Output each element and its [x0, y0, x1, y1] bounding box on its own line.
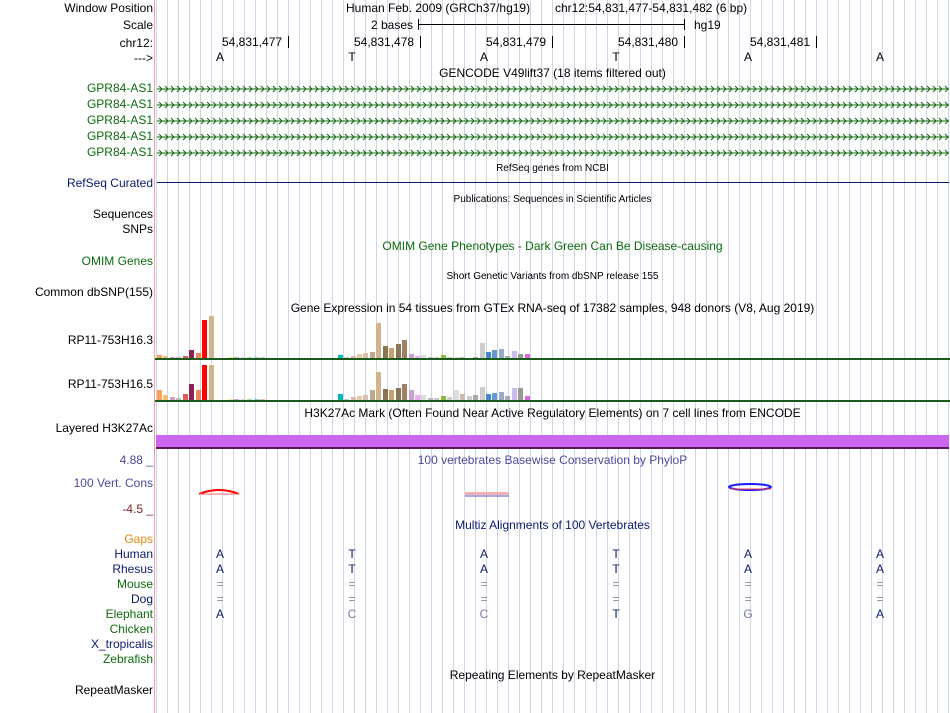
gtex-bar[interactable] — [376, 323, 381, 358]
h3k27ac-title: H3K27Ac Mark (Often Found Near Active Regulatory Elements) on 7 cell lines from ENCODE — [304, 406, 801, 420]
gtex-bar[interactable] — [480, 387, 485, 400]
label-divider — [154, 0, 155, 713]
gencode-gene-model[interactable] — [157, 131, 949, 141]
multiz-base: = — [612, 592, 620, 606]
gtex-bar[interactable] — [383, 346, 388, 358]
scale-bar — [418, 24, 684, 25]
chrom-tick — [288, 36, 289, 48]
multiz-species-label[interactable]: X_tropicalis — [90, 637, 153, 651]
window-position-label: Window Position — [64, 1, 153, 15]
multiz-base: = — [744, 592, 752, 606]
chrom-tick — [816, 36, 817, 48]
multiz-title: Multiz Alignments of 100 Vertebrates — [455, 518, 650, 532]
chrom-tick-label: 54,831,481 — [750, 35, 811, 49]
phylop-title: 100 vertebrates Basewise Conservation by PhyloP — [417, 453, 688, 467]
multiz-base: A — [875, 562, 884, 576]
chrom-tick-label: 54,831,477 — [222, 35, 283, 49]
gtex-bar[interactable] — [492, 393, 497, 400]
chrom-tick-label: 54,831,479 — [486, 35, 547, 49]
multiz-base: = — [216, 592, 224, 606]
gtex-bar[interactable] — [396, 388, 401, 400]
gtex-bar[interactable] — [492, 350, 497, 358]
multiz-base: G — [743, 607, 753, 621]
gencode-gene-label[interactable]: GPR84-AS1 — [86, 129, 153, 143]
scale-label: Scale — [122, 18, 153, 32]
gaps-label[interactable]: Gaps — [124, 532, 153, 546]
dbsnp-title: Short Genetic Variants from dbSNP release 155 — [446, 271, 659, 282]
repeatmasker-label[interactable]: RepeatMasker — [74, 683, 153, 697]
publications-title: Publications: Sequences in Scientific Articles — [453, 194, 652, 205]
gtex-bar[interactable] — [512, 388, 517, 400]
multiz-base: = — [612, 577, 620, 591]
multiz-base: T — [612, 562, 620, 576]
multiz-species-label[interactable]: Elephant — [105, 607, 153, 621]
h3k27ac-label[interactable]: Layered H3K27Ac — [55, 421, 153, 435]
gencode-gene-label[interactable]: GPR84-AS1 — [86, 145, 153, 159]
repeatmasker-title: Repeating Elements by RepeatMasker — [449, 668, 656, 682]
strand-base: A — [479, 50, 488, 64]
gtex-bar[interactable] — [512, 351, 517, 358]
phylop-signal[interactable] — [155, 478, 950, 502]
multiz-base: A — [743, 547, 752, 561]
dbsnp-label[interactable]: Common dbSNP(155) — [34, 285, 153, 299]
gtex-bar[interactable] — [396, 344, 401, 358]
gtex-bar[interactable] — [499, 349, 504, 358]
multiz-species-label[interactable]: Rhesus — [112, 562, 153, 576]
multiz-species-label[interactable]: Human — [114, 547, 153, 561]
multiz-base: A — [743, 562, 752, 576]
chrom-tick — [552, 36, 553, 48]
multiz-species-label[interactable]: Mouse — [116, 577, 153, 591]
position-range[interactable]: chr12:54,831,477-54,831,482 (6 bp) — [555, 1, 748, 15]
chrom-tick-label: 54,831,478 — [354, 35, 415, 49]
multiz-base: = — [348, 577, 356, 591]
multiz-base: = — [480, 577, 488, 591]
gtex-bar[interactable] — [370, 390, 375, 400]
gencode-gene-model[interactable] — [157, 99, 949, 109]
strand-base: T — [612, 50, 620, 64]
multiz-base: T — [348, 562, 356, 576]
multiz-base: C — [347, 607, 357, 621]
gtex-bar[interactable] — [157, 390, 162, 400]
snps-label[interactable]: SNPs — [122, 222, 153, 236]
gtex-bar[interactable] — [209, 365, 214, 400]
multiz-base: A — [479, 547, 488, 561]
gtex-bar[interactable] — [409, 390, 414, 400]
gtex-title: Gene Expression in 54 tissues from GTEx RNA-seq of 17382 samples, 948 donors (V8, Aug 2019) — [290, 301, 815, 315]
gencode-title: GENCODE V49lift37 (18 items filtered out) — [439, 66, 666, 80]
gtex-row-1-label[interactable]: RP11-753H16.3 — [67, 333, 153, 347]
gtex-bar[interactable] — [189, 350, 194, 358]
refseq-gene-line[interactable] — [157, 182, 949, 183]
multiz-base: C — [479, 607, 489, 621]
gtex-bar[interactable] — [189, 384, 194, 400]
strand-base: A — [215, 50, 224, 64]
gtex-bar[interactable] — [480, 343, 485, 358]
multiz-species-label[interactable]: Chicken — [109, 622, 153, 636]
sequences-label[interactable]: Sequences — [92, 207, 153, 221]
gencode-gene-label[interactable]: GPR84-AS1 — [86, 81, 153, 95]
gtex-bar[interactable] — [454, 390, 459, 400]
gencode-gene-label[interactable]: GPR84-AS1 — [86, 113, 153, 127]
multiz-base: = — [744, 577, 752, 591]
gtex-bar[interactable] — [202, 320, 207, 358]
multiz-species-label[interactable]: Dog — [130, 592, 153, 606]
gtex-bar[interactable] — [518, 388, 523, 400]
multiz-base: A — [215, 562, 224, 576]
strand-base: T — [348, 50, 356, 64]
gtex-bar[interactable] — [389, 390, 394, 400]
gtex-row-2-baseline — [155, 400, 950, 402]
phylop-max-label: 4.88 _ — [119, 453, 153, 467]
multiz-base: = — [348, 592, 356, 606]
gtex-bar[interactable] — [402, 340, 407, 358]
gencode-gene-model[interactable] — [157, 147, 949, 157]
gtex-bar[interactable] — [402, 384, 407, 400]
multiz-base: T — [612, 547, 620, 561]
refseq-label[interactable]: RefSeq Curated — [66, 176, 153, 190]
multiz-species-label[interactable]: Zebrafish — [102, 652, 153, 666]
multiz-base: = — [480, 592, 488, 606]
chrom-label: chr12: — [119, 36, 153, 50]
scale-text: 2 bases — [371, 18, 414, 32]
chrom-tick — [420, 36, 421, 48]
multiz-base: T — [612, 607, 620, 621]
multiz-base: A — [215, 547, 224, 561]
gtex-bar[interactable] — [202, 365, 207, 400]
h3k27ac-signal[interactable] — [156, 435, 949, 447]
omim-title: OMIM Gene Phenotypes - Dark Green Can Be Disease-causing — [382, 239, 723, 253]
scale-bar-right — [684, 19, 685, 30]
gtex-bar[interactable] — [389, 348, 394, 358]
gtex-row-1-baseline — [155, 358, 950, 360]
strand-base: A — [875, 50, 884, 64]
multiz-base: A — [875, 547, 884, 561]
scale-db: hg19 — [694, 18, 721, 32]
gencode-gene-model[interactable] — [157, 83, 949, 93]
multiz-base: = — [876, 592, 884, 606]
multiz-base: A — [479, 562, 488, 576]
gtex-bar[interactable] — [499, 392, 504, 400]
gtex-bar[interactable] — [376, 372, 381, 400]
gtex-bar[interactable] — [196, 390, 201, 400]
gtex-row-2-label[interactable]: RP11-753H16.5 — [67, 377, 153, 391]
assembly-text: Human Feb. 2009 (GRCh37/hg19) — [346, 1, 531, 15]
multiz-base: = — [216, 577, 224, 591]
omim-label[interactable]: OMIM Genes — [81, 254, 153, 268]
phylop-min-label: -4.5 _ — [122, 502, 153, 516]
multiz-base: = — [876, 577, 884, 591]
gencode-gene-model[interactable] — [157, 115, 949, 125]
gtex-bar[interactable] — [383, 389, 388, 400]
chrom-tick — [684, 36, 685, 48]
strand-label: ---> — [134, 51, 153, 65]
gencode-gene-label[interactable]: GPR84-AS1 — [86, 97, 153, 111]
phylop-label[interactable]: 100 Vert. Cons — [73, 476, 153, 490]
multiz-base: T — [348, 547, 356, 561]
gtex-bar[interactable] — [209, 316, 214, 358]
multiz-base: A — [215, 607, 224, 621]
multiz-base: A — [875, 607, 884, 621]
h3k27ac-baseline — [156, 447, 949, 449]
refseq-title: RefSeq genes from NCBI — [496, 163, 609, 174]
chrom-tick-label: 54,831,480 — [618, 35, 679, 49]
strand-base: A — [743, 50, 752, 64]
